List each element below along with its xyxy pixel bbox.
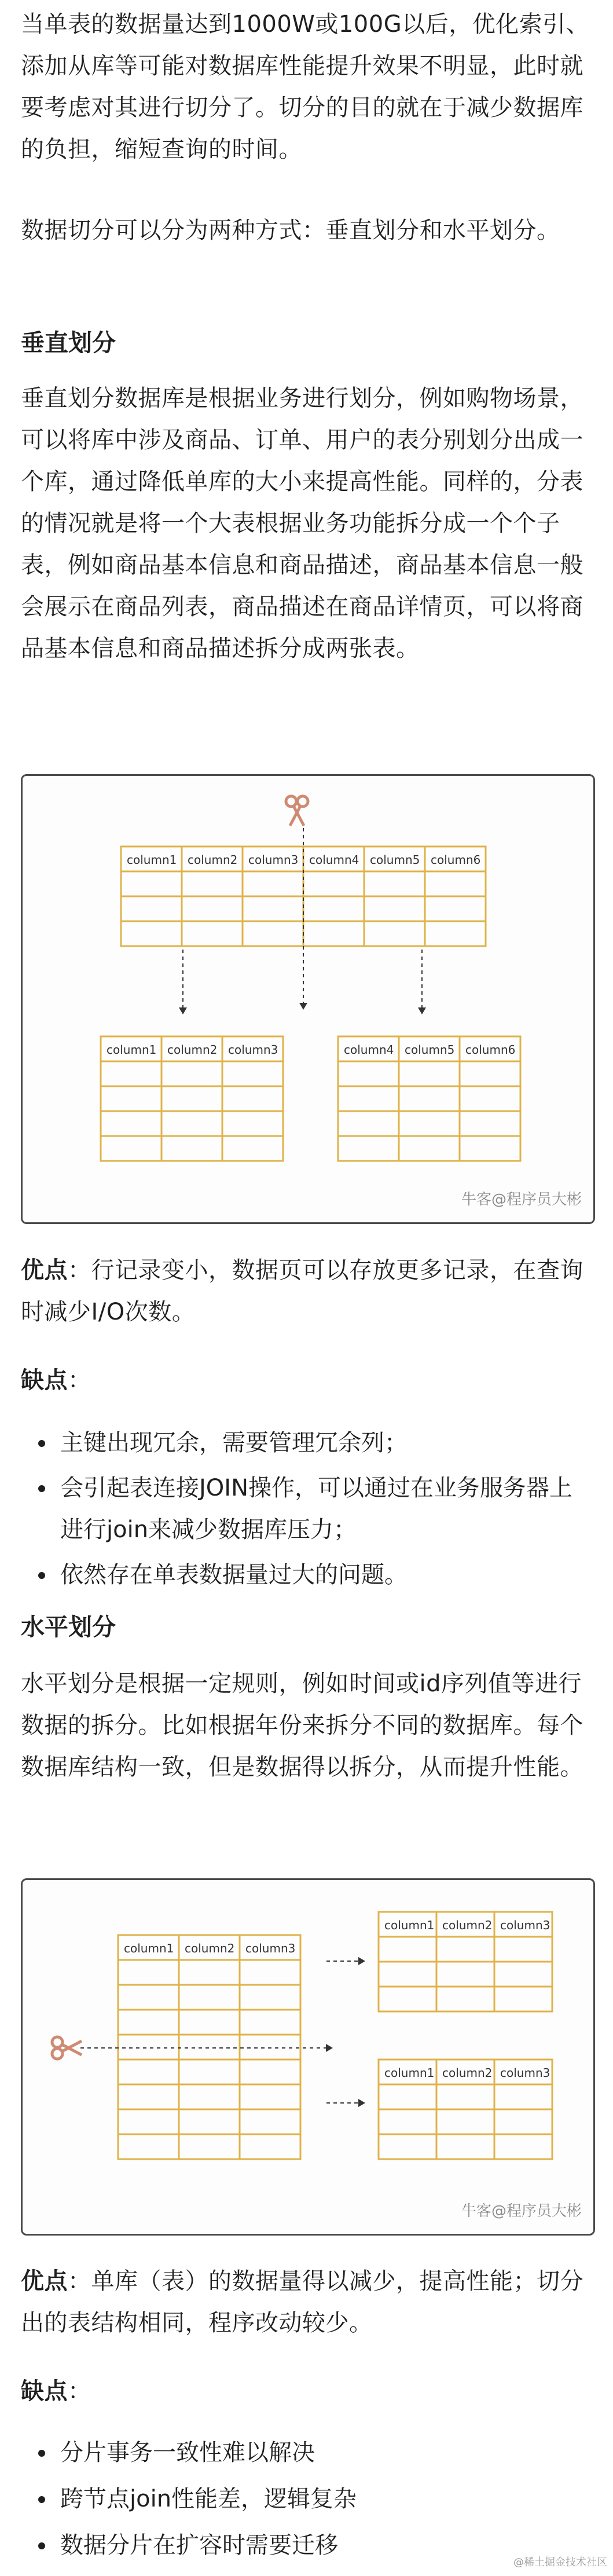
horizontal-cons [21, 2370, 91, 2412]
top-arrow-head [358, 1957, 365, 1965]
top-col-4: column4 [309, 853, 359, 867]
scissors-icon [52, 2037, 82, 2059]
list-item: 分片事务一致性难以解决 [21, 2432, 594, 2474]
vertical-cons-colon: ： [68, 1367, 91, 1394]
right-col-3: column6 [465, 1043, 516, 1057]
target-top-col-2: column2 [442, 1918, 493, 1932]
list-item: 数据分片在扩容时需要迁移 [21, 2524, 594, 2566]
horizontal-heading: 水平划分 [21, 1613, 116, 1641]
vertical-heading: 垂直划分 [21, 329, 116, 357]
scissors-icon [286, 796, 308, 826]
vertical-pros [21, 1249, 594, 1333]
list-item: 依然存在单表数据量过大的问题。 [21, 1554, 594, 1596]
horizontal-watermark: 牛客@程序员大彬 [461, 2203, 582, 2220]
target-top-col-1: column1 [384, 1918, 435, 1932]
target-top-col-3: column3 [500, 1918, 550, 1932]
right-col-1: column4 [344, 1043, 394, 1057]
left-col-3: column3 [228, 1043, 278, 1057]
left-col-1: column1 [107, 1043, 157, 1057]
vertical-cons [21, 1360, 91, 1401]
split-ways-paragraph: 数据切分可以分为两种方式：垂直划分和水平划分。 [21, 217, 560, 244]
vertical-split-diagram [21, 774, 595, 1224]
horizontal-pros-label: 优点 [21, 2268, 68, 2295]
vertical-body: 垂直划分数据库是根据业务进行划分，例如购物场景，可以将库中涉及商品、订单、用户的表分别划分出成一个库，通过降低单库的大小来提高性能。同样的，分表的情况就是将一个大表根据业务功能拆分成一个个子表，例如商品基本信息和商品描述，商品基本信息一般会展示在商品列表，商品描述在商品详情页，可以将商品基本信息和商品描述拆分成两张表。 [21, 385, 583, 662]
vertical-split-svg [23, 776, 593, 1222]
source-col-1: column1 [124, 1941, 174, 1955]
horizontal-cons-list [21, 2432, 594, 2566]
vertical-pros-text: ：行记录变小，数据页可以存放更多记录，在查询时减少I/O次数。 [21, 1257, 583, 1325]
vertical-pros-label: 优点 [21, 1257, 68, 1284]
list-item: 主键出现冗余，需要管理冗余列； [21, 1422, 594, 1464]
target-bottom-col-1: column1 [384, 2066, 435, 2080]
intro-paragraph: 当单表的数据量达到1000W或100G以后，优化索引、添加从库等可能对数据库性能提升效果不明显，此时就要考虑对其进行切分了。切分的目的就在于减少数据库的负担，缩短查询的时间。 [21, 11, 590, 163]
top-col-3: column3 [248, 853, 299, 867]
horizontal-body: 水平划分是根据一定规则，例如时间或id序列值等进行数据的拆分。比如根据年份来拆分不同的数据库。每个数据库结构一致，但是数据得以拆分，从而提升性能。 [21, 1670, 583, 1780]
left-arrow-head [179, 1007, 187, 1014]
target-bottom-col-2: column2 [442, 2066, 493, 2080]
top-col-5: column5 [370, 853, 420, 867]
source-col-3: column3 [245, 1941, 296, 1955]
split-arrows [183, 950, 422, 1010]
top-col-2: column2 [188, 853, 238, 867]
cut-arrow [326, 2044, 333, 2052]
left-col-2: column2 [167, 1043, 218, 1057]
source-col-2: column2 [185, 1941, 235, 1955]
footer-watermark: @稀土掘金技术社区 [513, 2556, 607, 2568]
top-col-6: column6 [431, 853, 481, 867]
cut-arrow [299, 1003, 307, 1010]
horizontal-pros [21, 2260, 594, 2344]
horizontal-split-diagram [21, 1878, 595, 2236]
list-item: 跨节点join性能差，逻辑复杂 [21, 2478, 594, 2520]
source-table [118, 1935, 300, 2159]
vertical-cons-label: 缺点 [21, 1367, 68, 1394]
top-col-1: column1 [127, 853, 177, 867]
target-bottom-col-3: column3 [500, 2066, 550, 2080]
list-item: 会引起表连接JOIN操作，可以通过在业务服务器上进行join来减少数据库压力； [21, 1467, 594, 1551]
right-arrow-head [418, 1007, 426, 1014]
horizontal-cons-label: 缺点 [21, 2378, 68, 2405]
horizontal-cons-colon: ： [68, 2378, 91, 2405]
bottom-arrow-head [358, 2099, 365, 2107]
vertical-cons-list [21, 1422, 594, 1596]
horizontal-pros-text: ：单库（表）的数据量得以减少，提高性能；切分出的表结构相同，程序改动较少。 [21, 2268, 583, 2336]
vertical-watermark: 牛客@程序员大彬 [461, 1191, 582, 1208]
horizontal-split-svg [23, 1880, 593, 2234]
right-col-2: column5 [405, 1043, 455, 1057]
